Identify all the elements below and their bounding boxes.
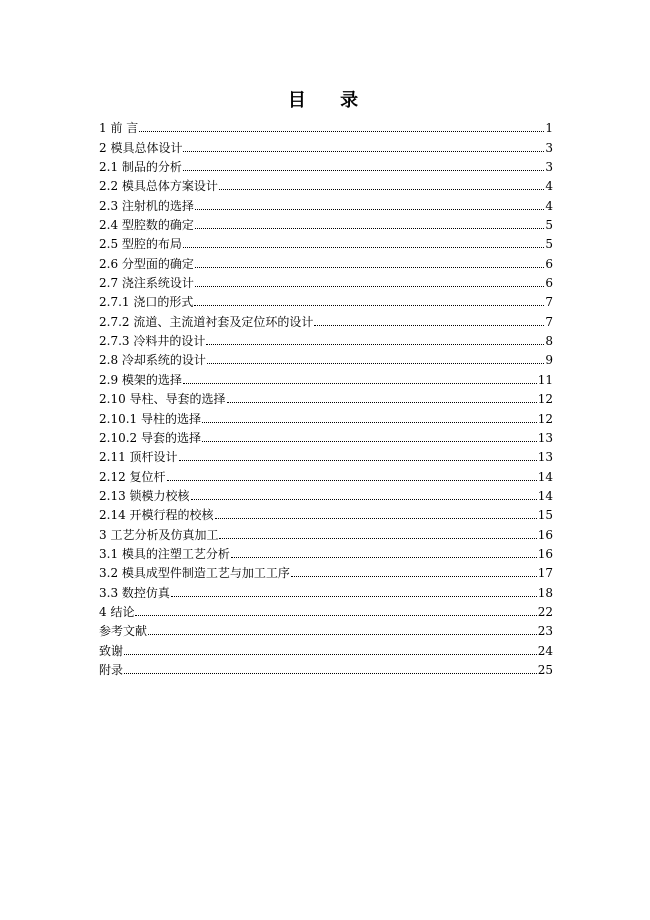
toc-entry-label: 3 工艺分析及仿真加工 xyxy=(99,527,219,542)
toc-entry-label: 2.14 开模行程的校核 xyxy=(99,508,214,523)
toc-entry-page-number: 14 xyxy=(537,469,553,484)
toc-dot-leader xyxy=(291,562,537,577)
toc-dot-leader xyxy=(183,369,537,384)
toc-entry[interactable] xyxy=(99,522,553,541)
toc-entry-page-number: 9 xyxy=(545,353,553,368)
toc-entry-label: 2.7.3 冷料井的设计 xyxy=(99,334,206,349)
toc-dot-leader xyxy=(206,330,544,345)
toc-entry[interactable] xyxy=(99,174,553,193)
toc-entry-page-number: 12 xyxy=(537,392,553,407)
toc-entry-page-number: 4 xyxy=(545,179,553,194)
toc-entry-page-number: 6 xyxy=(545,256,553,271)
toc-entry[interactable] xyxy=(99,329,553,348)
toc-entry-page-number: 25 xyxy=(537,662,553,677)
toc-entry-page-number: 23 xyxy=(537,624,553,639)
toc-dot-leader xyxy=(195,195,544,210)
toc-entry[interactable] xyxy=(99,155,553,174)
toc-entry-label: 2.1 制品的分析 xyxy=(99,160,182,175)
toc-entry-label: 2.10 导柱、导套的选择 xyxy=(99,392,226,407)
toc-entry-label: 2.8 冷却系统的设计 xyxy=(99,353,206,368)
toc-entry-label: 2.11 顶杆设计 xyxy=(99,450,178,465)
toc-dot-leader xyxy=(124,640,537,655)
toc-entry[interactable] xyxy=(99,271,553,290)
toc-entry-page-number: 7 xyxy=(545,314,553,329)
toc-entry-page-number: 7 xyxy=(545,295,553,310)
toc-entry[interactable] xyxy=(99,580,553,599)
toc-entry[interactable] xyxy=(99,232,553,251)
toc-entry[interactable] xyxy=(99,213,553,232)
toc-dot-leader xyxy=(191,485,537,500)
toc-entry-page-number: 16 xyxy=(537,546,553,561)
toc-title: 目 录 xyxy=(287,90,373,111)
toc-entry[interactable] xyxy=(99,426,553,445)
toc-entry-page-number: 18 xyxy=(537,585,553,600)
toc-dot-leader xyxy=(207,349,544,364)
toc-entry-label: 2 模具总体设计 xyxy=(99,140,183,155)
toc-entry-page-number: 17 xyxy=(537,566,553,581)
toc-dot-leader xyxy=(219,524,536,539)
toc-entry-label: 2.7 浇注系统设计 xyxy=(99,276,194,291)
toc-dot-leader xyxy=(171,582,537,597)
toc-dot-leader xyxy=(139,117,544,132)
toc-entry[interactable] xyxy=(99,484,553,503)
toc-entry-label: 2.7.2 流道、主流道衬套及定位环的设计 xyxy=(99,314,314,329)
toc-entry-label: 2.10.2 导套的选择 xyxy=(99,430,201,445)
toc-dot-leader xyxy=(148,620,537,635)
toc-entry[interactable] xyxy=(99,348,553,367)
toc-dot-leader xyxy=(183,137,544,152)
toc-entry-page-number: 5 xyxy=(545,237,553,252)
toc-dot-leader xyxy=(195,253,544,268)
toc-entry-label: 4 结论 xyxy=(99,604,135,619)
toc-entry-label: 致谢 xyxy=(99,643,124,658)
toc-entry-label: 3.2 模具成型件制造工艺与加工工序 xyxy=(99,566,290,581)
toc-entry[interactable] xyxy=(99,290,553,309)
toc-entry-page-number: 4 xyxy=(545,198,553,213)
toc-dot-leader xyxy=(124,659,537,674)
toc-entry[interactable] xyxy=(99,445,553,464)
toc-entry-label: 2.9 模架的选择 xyxy=(99,372,182,387)
toc-entry-label: 2.4 型腔数的确定 xyxy=(99,218,194,233)
toc-entry[interactable] xyxy=(99,464,553,483)
toc-dot-leader xyxy=(202,427,537,442)
toc-entry[interactable] xyxy=(99,309,553,328)
toc-dot-leader xyxy=(314,311,544,326)
toc-entry[interactable] xyxy=(99,116,553,135)
toc-entry-label: 2.3 注射机的选择 xyxy=(99,198,194,213)
toc-dot-leader xyxy=(227,388,537,403)
toc-dot-leader xyxy=(179,446,537,461)
toc-dot-leader xyxy=(135,601,536,616)
toc-dot-leader xyxy=(195,214,544,229)
toc-entry-page-number: 22 xyxy=(537,604,553,619)
toc-entry-label: 2.13 锁模力校核 xyxy=(99,488,190,503)
toc-entry-page-number: 16 xyxy=(537,527,553,542)
toc-entry[interactable] xyxy=(99,542,553,561)
toc-entry-label: 2.12 复位杆 xyxy=(99,469,166,484)
toc-entry-label: 2.7.1 浇口的形式 xyxy=(99,295,194,310)
toc-entry-label: 附录 xyxy=(99,662,124,677)
toc-entry-label: 3.1 模具的注塑工艺分析 xyxy=(99,546,230,561)
toc-entry-page-number: 13 xyxy=(537,430,553,445)
toc-entry[interactable] xyxy=(99,387,553,406)
toc-entry-page-number: 6 xyxy=(545,276,553,291)
toc-entry-page-number: 5 xyxy=(545,218,553,233)
toc-entry-page-number: 24 xyxy=(537,643,553,658)
toc-entry-label: 1 前 言 xyxy=(99,121,139,136)
toc-entry[interactable] xyxy=(99,658,553,677)
toc-entry-page-number: 8 xyxy=(545,334,553,349)
toc-dot-leader xyxy=(183,233,544,248)
toc-entry-page-number: 12 xyxy=(537,411,553,426)
toc-entry[interactable] xyxy=(99,135,553,154)
toc-entry[interactable] xyxy=(99,600,553,619)
toc-entry[interactable] xyxy=(99,561,553,580)
toc-entry-page-number: 15 xyxy=(537,508,553,523)
toc-dot-leader xyxy=(215,504,537,519)
toc-dot-leader xyxy=(195,272,544,287)
toc-dot-leader xyxy=(167,466,537,481)
toc-dot-leader xyxy=(219,175,544,190)
toc-entry[interactable] xyxy=(99,619,553,638)
toc-entry-page-number: 11 xyxy=(537,372,553,387)
toc-entry[interactable] xyxy=(99,367,553,386)
toc-entry[interactable] xyxy=(99,406,553,425)
toc-entry-page-number: 14 xyxy=(537,488,553,503)
toc-list xyxy=(99,116,553,677)
toc-entry-page-number: 3 xyxy=(545,160,553,175)
toc-entry-label: 3.3 数控仿真 xyxy=(99,585,170,600)
toc-dot-leader xyxy=(183,156,544,171)
toc-entry-label: 参考文献 xyxy=(99,624,148,639)
toc-entry[interactable] xyxy=(99,503,553,522)
toc-entry[interactable] xyxy=(99,251,553,270)
toc-dot-leader xyxy=(194,291,544,306)
toc-dot-leader xyxy=(231,543,537,558)
toc-entry-label: 2.10.1 导柱的选择 xyxy=(99,411,201,426)
toc-entry-label: 2.6 分型面的确定 xyxy=(99,256,194,271)
toc-entry-label: 2.5 型腔的布局 xyxy=(99,237,182,252)
toc-entry-label: 2.2 模具总体方案设计 xyxy=(99,179,218,194)
toc-entry-page-number: 13 xyxy=(537,450,553,465)
toc-entry[interactable] xyxy=(99,193,553,212)
toc-entry-page-number: 3 xyxy=(545,140,553,155)
toc-entry[interactable] xyxy=(99,638,553,657)
toc-dot-leader xyxy=(202,408,537,423)
toc-entry-page-number: 1 xyxy=(545,121,553,136)
